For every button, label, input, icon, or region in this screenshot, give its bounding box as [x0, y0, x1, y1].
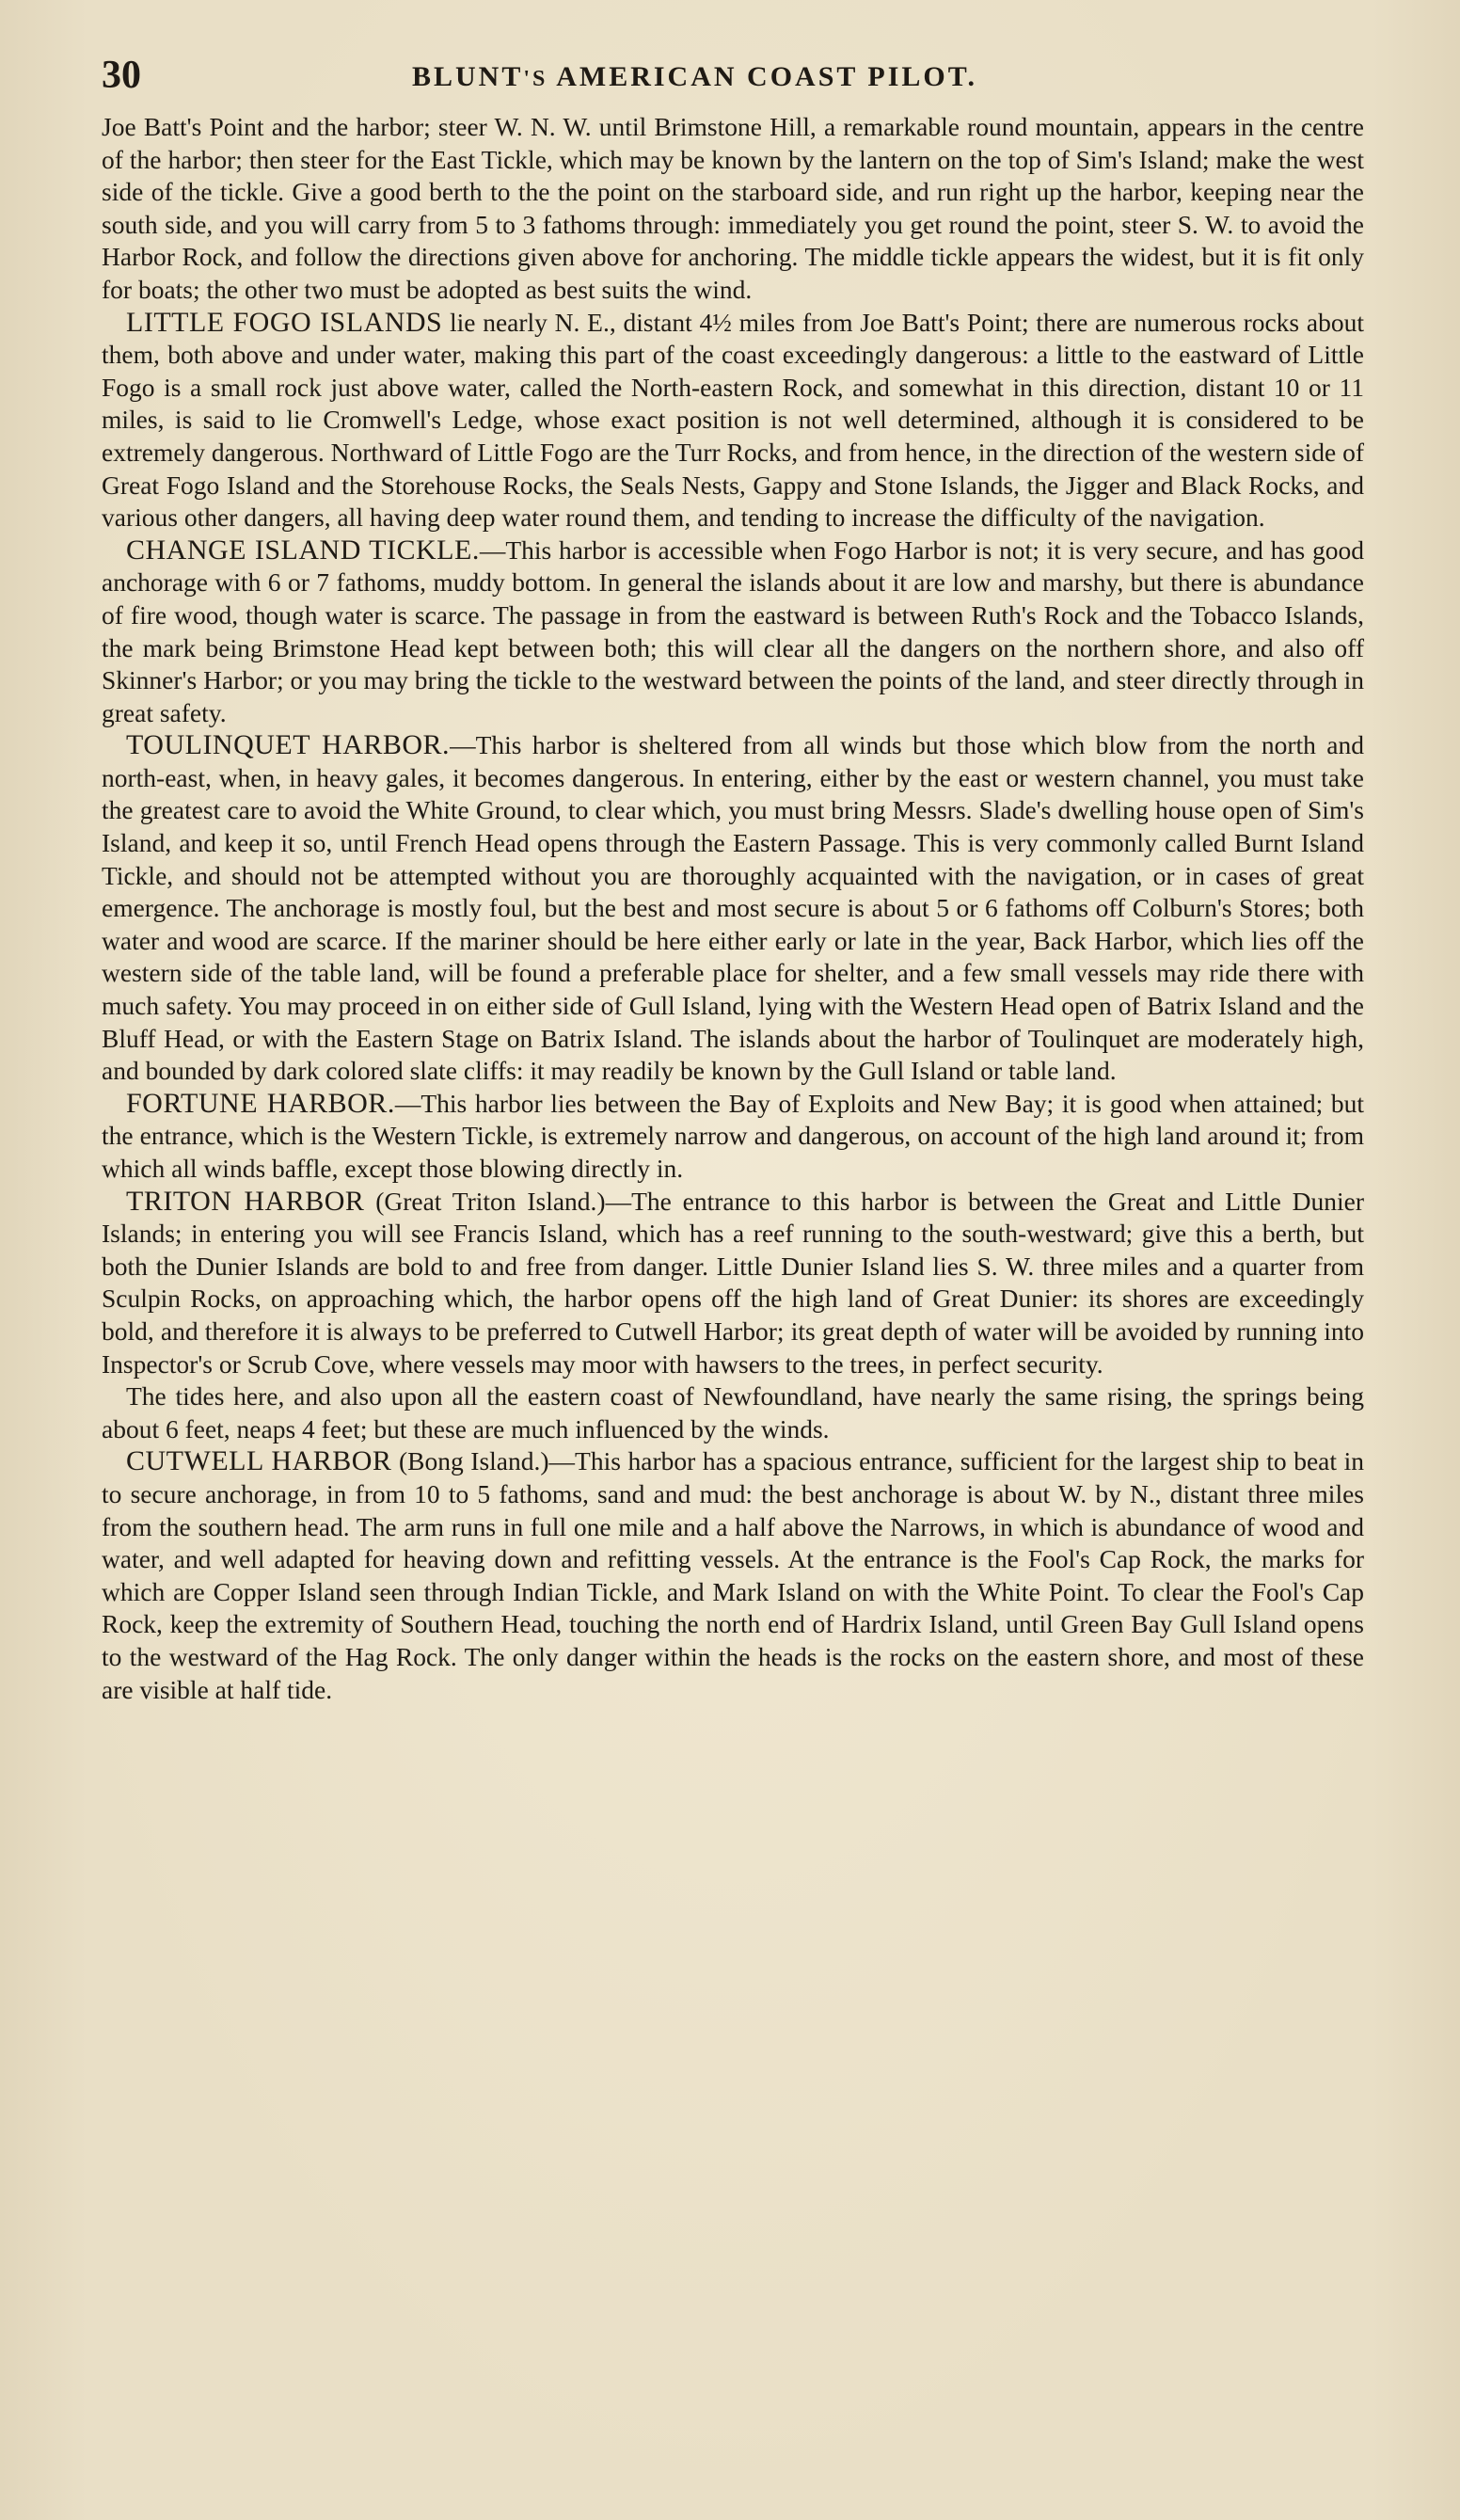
- section-heading: CUTWELL HARBOR: [126, 1445, 392, 1477]
- paragraph-text: (Great Triton Island.)—The entrance to this harbor is between the Great and Little Dunier Islands; in entering you will see Francis Island, which has a reef running to the south-westward; give this a berth, but both the Dunier Islands are bold to and free from danger. Little Dunier Island lies S. W. three miles and a quarter from Sculpin Rocks, on approaching which, the harbor opens off the high land of Great Dunier: its shores are exceedingly bold, and therefore it is always to be preferred to Cutwell Harbor; its great depth of water will be avoided by running into Inspector's or Scrub Cove, where vessels may moor with hawsers to the trees, in perfect security.: [102, 1186, 1364, 1379]
- paragraph-text: —This harbor is sheltered from all winds but those which blow from the north and north-east, when, in heavy gales, it becomes dangerous. In entering, either by the east or western channel, you must take the greatest care to avoid the White Ground, to clear which, you must bring Messrs. Slade's dwelling house open of Sim's Island, and keep it so, until French Head opens through the Eastern Passage. This is very commonly called Burnt Island Tickle, and should not be attempted without you are thoroughly acquainted with the navigation, or in cases of great emergence. The anchorage is mostly foul, but the best and most secure is about 5 or 6 fathoms off Colburn's Stores; both water and wood are scarce. If the mariner should be here either early or late in the year, Back Harbor, which lies off the western side of the table land, will be found a preferable place for shelter, and a few small vessels may ride there with much safety. You may proceed in on either side of Gull Island, lying with the Western Head open of Batrix Island and the Bluff Head, or with the Eastern Stage on Batrix Island. The islands about the harbor of Toulinquet are moderately high, and bounded by dark colored slate cliffs: it may readily be known by the Gull Island or table land.: [102, 730, 1364, 1086]
- paragraph-triton: [102, 1186, 1364, 1381]
- paragraph-text: (Bong Island.)—This harbor has a spacious entrance, sufficient for the largest ship to beat in to secure anchorage, in from 10 to 5 fathoms, sand and mud: the best anchorage is about W. by N., distant three miles from the southern head. The arm runs in full one mile and a half above the Narrows, in which is abundance of wood and water, and well adapted for heaving down and refitting vessels. At the entrance is the Fool's Cap Rock, the marks for which are Copper Island seen through Indian Tickle, and Mark Island on with the White Point. To clear the Fool's Cap Rock, keep the extremity of Southern Head, touching the north end of Hardrix Island, until Green Bay Gull Island opens to the westward of the Hag Rock. The only danger within the heads is the rocks on the eastern shore, and most of these are visible at half tide.: [102, 1446, 1364, 1704]
- running-head-blunt: BLUNT: [412, 61, 524, 92]
- paragraph-text: lie nearly N. E., distant 4½ miles from Joe Batt's Point; there are numerous rocks about them, both above and under water, making this part of the coast exceedingly dangerous: a little to the eastward of Little Fogo is a small rock just above water, called the North-eastern Rock, and somewhat in this direction, distant 10 or 11 miles, is said to lie Cromwell's Ledge, whose exact position is not well determined, although it is considered to be extremely dangerous. Northward of Little Fogo are the Turr Rocks, and from hence, in the direction of the western side of Great Fogo Island and the Storehouse Rocks, the Seals Nests, Gappy and Stone Islands, the Jigger and Black Rocks, and various other dangers, all having deep water round them, and tending to increase the difficulty of the navigation.: [102, 307, 1364, 533]
- running-head-rest: AMERICAN COAST PILOT.: [548, 61, 977, 92]
- paragraph-cutwell: [102, 1445, 1364, 1706]
- paragraph-text: —This harbor lies between the Bay of Exploits and New Bay; it is good when attained; but the entrance, which is the Western Tickle, is extremely narrow and dangerous, on account of the high land around it; from which all winds baffle, except those blowing directly in.: [102, 1088, 1364, 1183]
- paragraph-little-fogo: [102, 307, 1364, 534]
- paragraph-text: —This harbor is accessible when Fogo Harbor is not; it is very secure, and has good anchorage with 6 or 7 fathoms, muddy bottom. In general the islands about it are low and marshy, but there is abundance of fire wood, though water is scarce. The passage in from the eastward is between Ruth's Rock and the Tobacco Islands, the mark being Brimstone Head kept between both; this will clear all the dangers on the northern shore, and also off Skinner's Harbor; or you may bring the tickle to the westward between the points of the land, and steer directly through in great safety.: [102, 534, 1364, 727]
- paragraph-continuation: [102, 111, 1364, 307]
- section-heading: TRITON HARBOR: [126, 1185, 365, 1217]
- body-text: [102, 111, 1364, 1706]
- page-header: [102, 49, 1372, 105]
- paragraph-toulinquet: [102, 729, 1364, 1088]
- paragraph-fortune: [102, 1088, 1364, 1186]
- section-heading: TOULINQUET HARBOR.: [126, 729, 451, 761]
- running-head-possessive: 'S: [523, 67, 548, 91]
- section-heading: LITTLE FOGO ISLANDS: [126, 306, 443, 338]
- section-heading: CHANGE ISLAND TICKLE.: [126, 534, 480, 566]
- paragraph-change-island: [102, 534, 1364, 730]
- page-number: 30: [102, 54, 141, 97]
- section-heading: FORTUNE HARBOR.: [126, 1087, 395, 1119]
- running-head: [412, 56, 977, 100]
- paragraph-text: Joe Batt's Point and the harbor; steer W. N. W. until Brimstone Hill, a remarkable round mountain, appears in the centre of the harbor; then steer for the East Tickle, which may be known by the lantern on the top of Sim's Island; make the west side of the tickle. Give a good berth to the the point on the starboard side, and run right up the harbor, keeping near the south side, and you will carry from 5 to 3 fathoms through: immediately you get round the point, steer S. W. to avoid the Harbor Rock, and follow the directions given above for anchoring. The middle tickle appears the widest, but it is fit only for boats; the other two must be adopted as best suits the wind.: [102, 112, 1364, 304]
- paragraph-text: The tides here, and also upon all the eastern coast of Newfoundland, have nearly the same rising, the springs being about 6 feet, neaps 4 feet; but these are much influenced by the winds.: [102, 1381, 1364, 1443]
- paragraph-tides: [102, 1380, 1364, 1445]
